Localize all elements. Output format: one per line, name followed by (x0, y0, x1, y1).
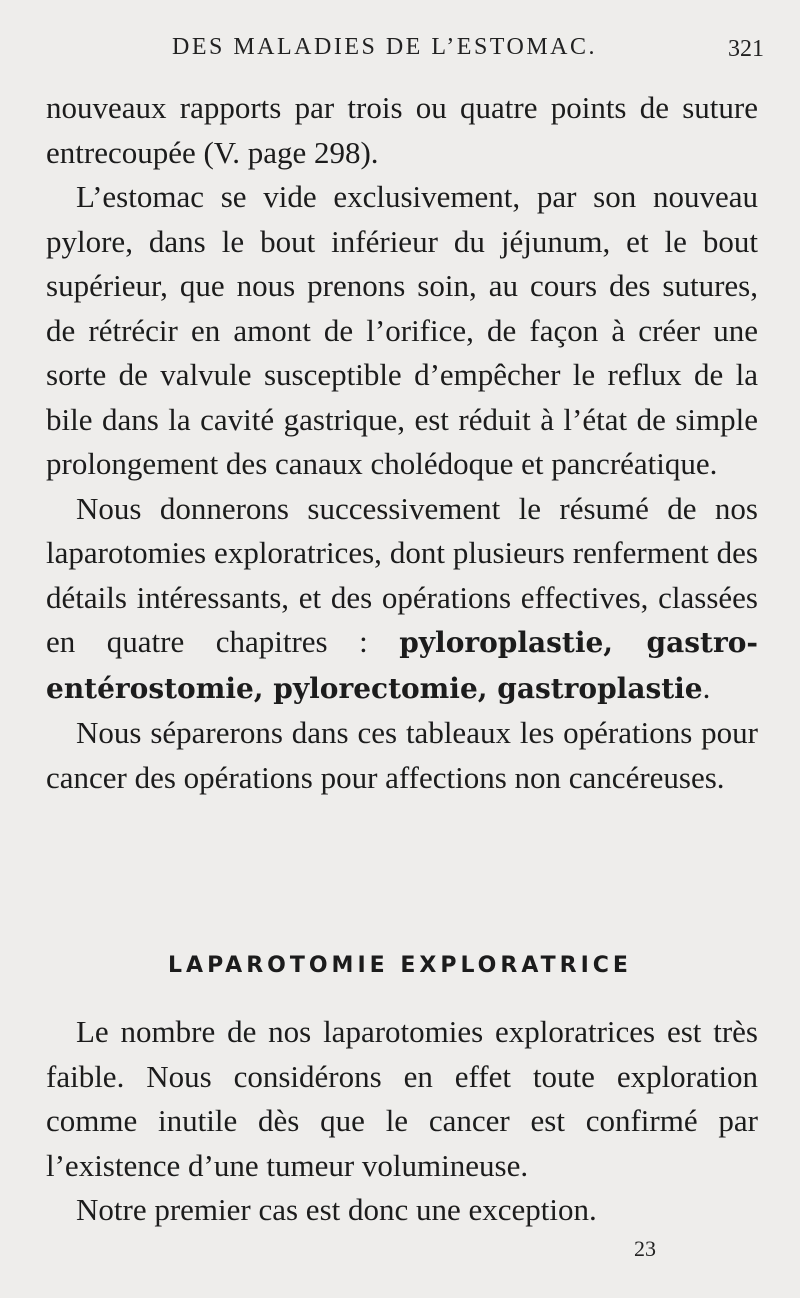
page-number: 321 (728, 36, 764, 62)
paragraph-1: nouveaux rapports par trois ou quatre points de suture entrecoupée (V. page 298). (46, 90, 758, 170)
main-text (46, 86, 758, 800)
signature-mark: 23 (634, 1236, 656, 1261)
paragraph-2: L’estomac se vide exclusivement, par son nouveau pylore, dans le bout inférieur du jéjunum, et le bout supérieur, que nous prenons soin, au cours des sutures, de rétrécir en amont de l’orifice, de façon à créer une sorte de valvule susceptible d’empêcher le reflux de la bile dans la cavité gastrique, est réduit à l’état de simple prolongement des canaux cholédoque et pancréatique. (46, 179, 758, 481)
paragraph-6: Notre premier cas est donc une exception. (76, 1192, 597, 1227)
section-text (46, 1010, 758, 1233)
paragraph-3-chapter-list: pyloroplastie, gastro-entérostomie, pylorectomie, gastroplastie (46, 626, 759, 705)
section-heading: LAPAROTOMIE EXPLORATRICE (168, 953, 632, 978)
paragraph-4: Nous séparerons dans ces tableaux les opérations pour cancer des opérations pour affections non cancéreuses. (46, 715, 758, 795)
running-title: DES MALADIES DE L’ESTOMAC. (172, 34, 598, 60)
paragraph-3-lead: Nous donnerons successivement le résumé de nos laparotomies exploratrices, dont plusieurs renferment des détails intéressants, et des opérations effectives, classées en quatre chapitres : (46, 490, 758, 659)
paragraph-5: Le nombre de nos laparotomies exploratrices est très faible. Nous considérons en effet toute exploration comme inutile dès que le cancer est confirmé par l’existence d’une tumeur volumineuse. (46, 1014, 758, 1183)
paragraph-3 (46, 487, 758, 712)
paragraph-3-end: . (702, 669, 711, 705)
